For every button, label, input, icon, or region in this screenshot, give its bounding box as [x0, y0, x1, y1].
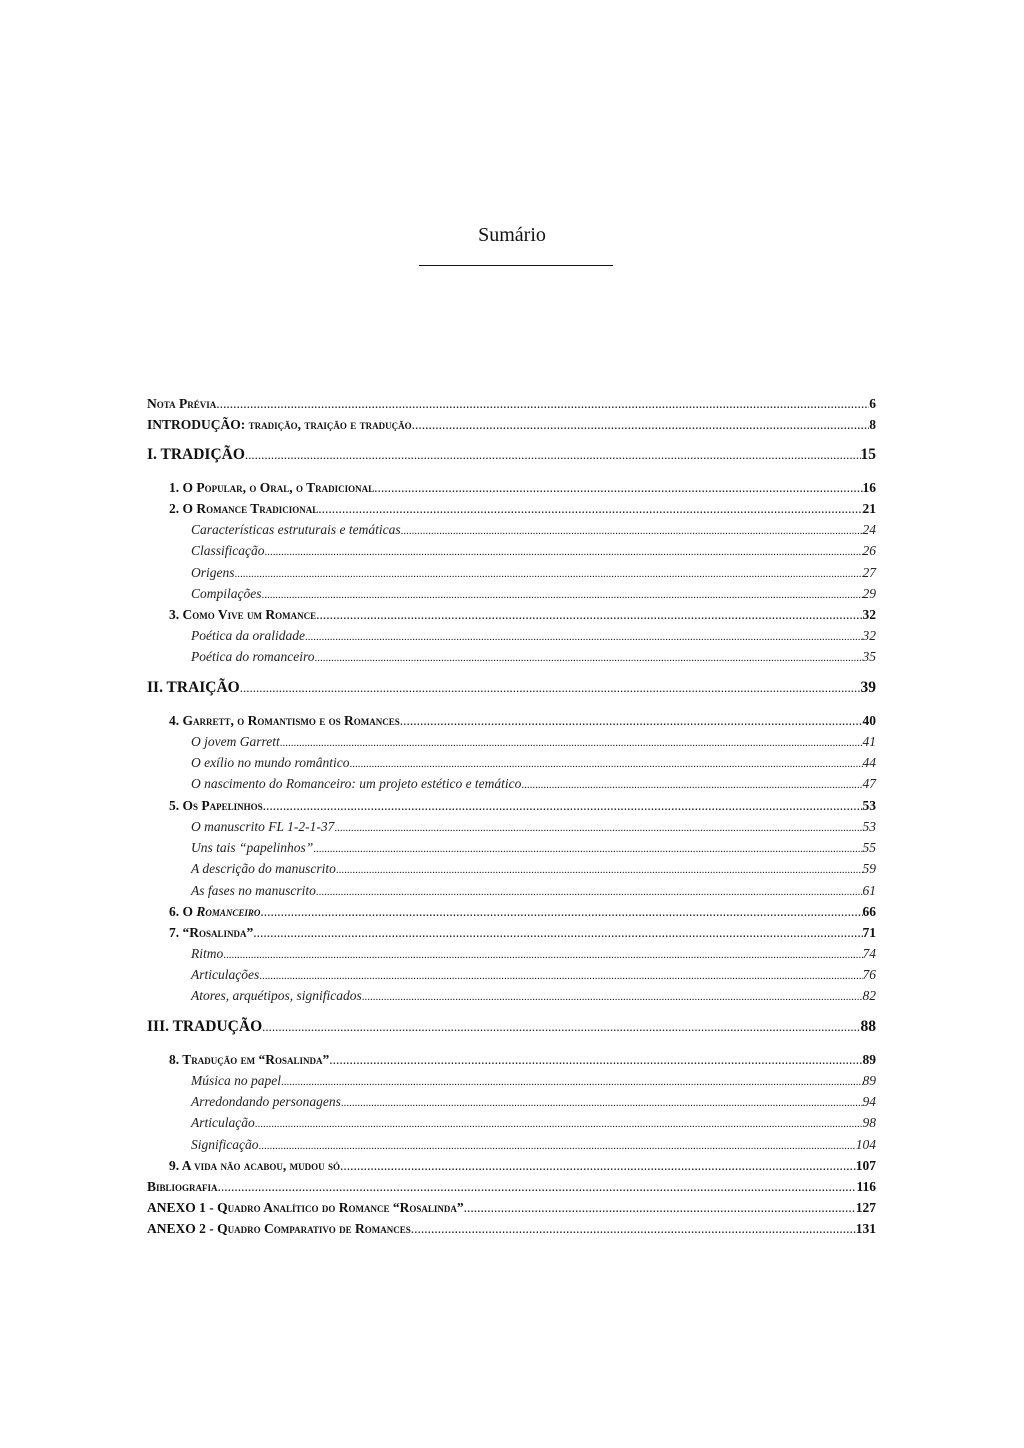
toc-chapter-7[interactable]	[147, 922, 876, 943]
dot-leader	[235, 564, 863, 585]
toc-entry-label: O nascimento do Romanceiro: um projeto estético e temático	[191, 776, 522, 792]
toc-entry-label: 7. “Rosalinda”	[169, 924, 254, 940]
toc-subsection[interactable]	[147, 562, 876, 583]
toc-entry-page: 82	[862, 988, 876, 1004]
dot-leader	[259, 966, 862, 987]
toc-entry-label: Significação	[191, 1136, 259, 1152]
toc-entry-page: 41	[862, 733, 876, 749]
toc-entry-nota-previa[interactable]	[147, 393, 876, 414]
toc-subsection[interactable]	[147, 943, 876, 964]
toc-entry-page: 44	[862, 755, 876, 771]
toc-entry-page: 15	[860, 446, 876, 463]
dot-leader	[362, 987, 863, 1008]
toc-entry-label: INTRODUÇÃO: tradição, traição e tradução	[147, 417, 412, 432]
toc-subsection[interactable]	[147, 1112, 876, 1133]
toc-entry-page: 59	[862, 861, 876, 877]
toc-entry-page: 53	[862, 797, 876, 813]
toc-entry-label: Ritmo	[191, 945, 224, 961]
dot-leader	[313, 839, 862, 860]
dot-leader	[316, 882, 863, 903]
dot-leader	[316, 604, 862, 625]
toc-subsection[interactable]	[147, 519, 876, 540]
toc-entry-label: 1. O Popular, o Oral, o Tradicional	[169, 480, 375, 495]
toc-entry-label: Arredondando personagens	[191, 1094, 341, 1110]
dot-leader	[400, 710, 863, 731]
toc-entry-page: 131	[855, 1220, 876, 1236]
dot-leader	[401, 521, 863, 542]
toc-entry-label: Atores, arquétipos, significados	[191, 988, 362, 1004]
toc-entry-label: Características estruturais e temáticas	[191, 522, 401, 537]
toc-subsection[interactable]	[147, 731, 876, 752]
dot-leader	[340, 1155, 856, 1176]
dot-leader	[263, 795, 863, 816]
toc-entry-label: A descrição do manuscrito	[191, 861, 336, 877]
toc-entry-anexo-1[interactable]	[147, 1197, 876, 1218]
toc-entry-page: 76	[862, 967, 876, 983]
page-title: Sumário	[478, 224, 546, 246]
toc-entry-page: 89	[862, 1072, 876, 1088]
toc-entry-label: Nota Prévia	[147, 396, 217, 411]
toc-entry-label: 3. Como Vive um Romance	[169, 607, 317, 623]
toc-entry-page: 89	[862, 1051, 876, 1067]
dot-leader	[411, 1218, 856, 1239]
toc-entry-label: Articulação	[191, 1115, 255, 1131]
dot-leader	[255, 1114, 863, 1135]
toc-entry-page: 66	[862, 903, 876, 919]
toc-entry-page: 94	[862, 1094, 876, 1110]
dot-leader	[412, 414, 870, 435]
toc-entry-label-prefix: 6. O	[169, 903, 197, 919]
dot-leader	[280, 733, 863, 754]
dot-leader	[253, 922, 862, 943]
dot-leader	[341, 1093, 863, 1114]
toc-entry-label: O jovem Garrett	[191, 733, 280, 749]
toc-subsection[interactable]	[147, 837, 876, 858]
dot-leader	[281, 1072, 863, 1093]
toc-subsection[interactable]	[147, 880, 876, 901]
toc-entry-label: Poética do romanceiro	[191, 649, 315, 665]
dot-leader	[262, 1015, 860, 1039]
dot-leader	[334, 818, 862, 839]
toc-part-traducao[interactable]	[147, 1015, 876, 1039]
toc-entry-page: 55	[862, 839, 876, 855]
toc-entry-page: 6	[869, 396, 876, 411]
toc-entry-label: ANEXO 1 - Quadro Analítico do Romance “Rosalinda”	[147, 1199, 464, 1215]
toc-entry-label: III. TRADUÇÃO	[147, 1017, 263, 1035]
toc-entry-label: O manuscrito FL 1-2-1-37	[191, 818, 335, 834]
toc-entry-page: 71	[862, 924, 876, 940]
toc-entry-page: 116	[856, 1178, 876, 1194]
toc-entry-bibliografia[interactable]	[147, 1176, 876, 1197]
toc-entry-label: 8. Tradução em “Rosalinda”	[169, 1051, 330, 1067]
toc-entry-label: Origens	[191, 564, 235, 580]
toc-entry-label: 2. O Romance Tradicional	[169, 501, 319, 516]
title-underline	[419, 265, 613, 266]
toc-entry-label	[169, 901, 260, 922]
dot-leader	[329, 1049, 862, 1070]
toc-entry-page: 104	[855, 1136, 876, 1152]
toc-entry-page: 47	[862, 776, 876, 792]
toc-entry-page: 107	[855, 1157, 876, 1173]
toc-entry-page: 32	[862, 607, 876, 623]
toc-chapter-2[interactable]	[147, 498, 876, 519]
toc-entry-page: 26	[862, 543, 876, 559]
toc-subsection[interactable]	[147, 625, 876, 646]
toc-subsection[interactable]	[147, 583, 876, 604]
toc-entry-page: 27	[862, 564, 876, 580]
dot-leader	[521, 775, 862, 796]
toc-entry-page: 74	[862, 945, 876, 961]
dot-leader	[240, 676, 861, 700]
toc-entry-page: 61	[862, 882, 876, 898]
toc-entry-label: Classificação	[191, 543, 265, 559]
toc-subsection[interactable]	[147, 773, 876, 794]
toc-part-tradicao[interactable]	[147, 443, 876, 467]
toc-entry-label-italic: Romanceiro	[196, 903, 261, 919]
toc-subsection[interactable]	[147, 752, 876, 773]
toc-chapter-3[interactable]	[147, 604, 876, 625]
toc-entry-page: 8	[869, 417, 876, 432]
toc-subsection[interactable]	[147, 858, 876, 879]
toc-entry-label: 5. Os Papelinhos	[169, 797, 263, 813]
toc-entry-label: Uns tais “papelinhos”	[191, 839, 314, 855]
toc-chapter-5[interactable]	[147, 795, 876, 816]
toc-part-traicao[interactable]	[147, 676, 876, 700]
dot-leader	[318, 498, 862, 519]
toc-entry-page: 21	[862, 501, 876, 516]
toc-subsection[interactable]	[147, 1070, 876, 1091]
toc-chapter-6[interactable]	[147, 901, 876, 922]
dot-leader	[218, 1176, 857, 1197]
toc-subsection[interactable]	[147, 816, 876, 837]
toc-entry-label: II. TRAIÇÃO	[147, 678, 240, 696]
dot-leader	[245, 443, 861, 467]
toc-subsection[interactable]	[147, 1134, 876, 1155]
toc-entry-label: I. TRADIÇÃO	[147, 446, 245, 463]
dot-leader	[349, 754, 862, 775]
toc-entry-page: 29	[862, 585, 876, 601]
toc-subsection[interactable]	[147, 985, 876, 1006]
toc-entry-page: 40	[862, 712, 876, 728]
toc-entry-page: 127	[855, 1199, 876, 1215]
toc-chapter-9[interactable]	[147, 1155, 876, 1176]
toc-entry-page: 53	[862, 818, 876, 834]
toc-entry-label: O exílio no mundo romântico	[191, 755, 350, 771]
toc-entry-label: Articulações	[191, 967, 260, 983]
toc-entry-page: 39	[860, 678, 876, 696]
toc-entry-label: Bibliografia	[147, 1178, 218, 1194]
toc-entry-page: 88	[860, 1017, 876, 1035]
toc-entry-page: 32	[862, 628, 876, 644]
dot-leader	[374, 477, 862, 498]
dot-leader	[223, 945, 862, 966]
dot-leader	[464, 1197, 856, 1218]
toc-chapter-1[interactable]	[147, 477, 876, 498]
toc-entry-anexo-2[interactable]	[147, 1218, 876, 1239]
toc-entry-label: 9. A vida não acabou, mudou só	[169, 1157, 341, 1173]
dot-leader	[265, 542, 863, 563]
toc-subsection[interactable]	[147, 1091, 876, 1112]
toc-entry-page: 16	[862, 480, 876, 495]
toc-subsection[interactable]	[147, 646, 876, 667]
toc-chapter-8[interactable]	[147, 1049, 876, 1070]
table-of-contents	[147, 393, 876, 1239]
toc-entry-page: 35	[862, 649, 876, 665]
toc-subsection[interactable]	[147, 964, 876, 985]
toc-entry-label: 4. Garrett, o Romantismo e os Romances	[169, 712, 400, 728]
dot-leader	[314, 648, 862, 669]
dot-leader	[259, 1136, 856, 1157]
dot-leader	[260, 901, 862, 922]
toc-entry-page: 98	[862, 1115, 876, 1131]
dot-leader	[336, 860, 863, 881]
toc-entry-label: Poética da oralidade	[191, 628, 305, 644]
toc-entry-label: Compilações	[191, 585, 262, 601]
toc-chapter-4[interactable]	[147, 710, 876, 731]
toc-entry-page: 24	[862, 522, 876, 537]
dot-leader	[262, 585, 863, 606]
toc-entry-label: Música no papel	[191, 1072, 281, 1088]
toc-entry-label: ANEXO 2 - Quadro Comparativo de Romances	[147, 1220, 411, 1236]
toc-subsection[interactable]	[147, 540, 876, 561]
toc-entry-introducao[interactable]	[147, 414, 876, 435]
dot-leader	[216, 393, 869, 414]
dot-leader	[305, 627, 863, 648]
toc-entry-label: As fases no manuscrito	[191, 882, 316, 898]
